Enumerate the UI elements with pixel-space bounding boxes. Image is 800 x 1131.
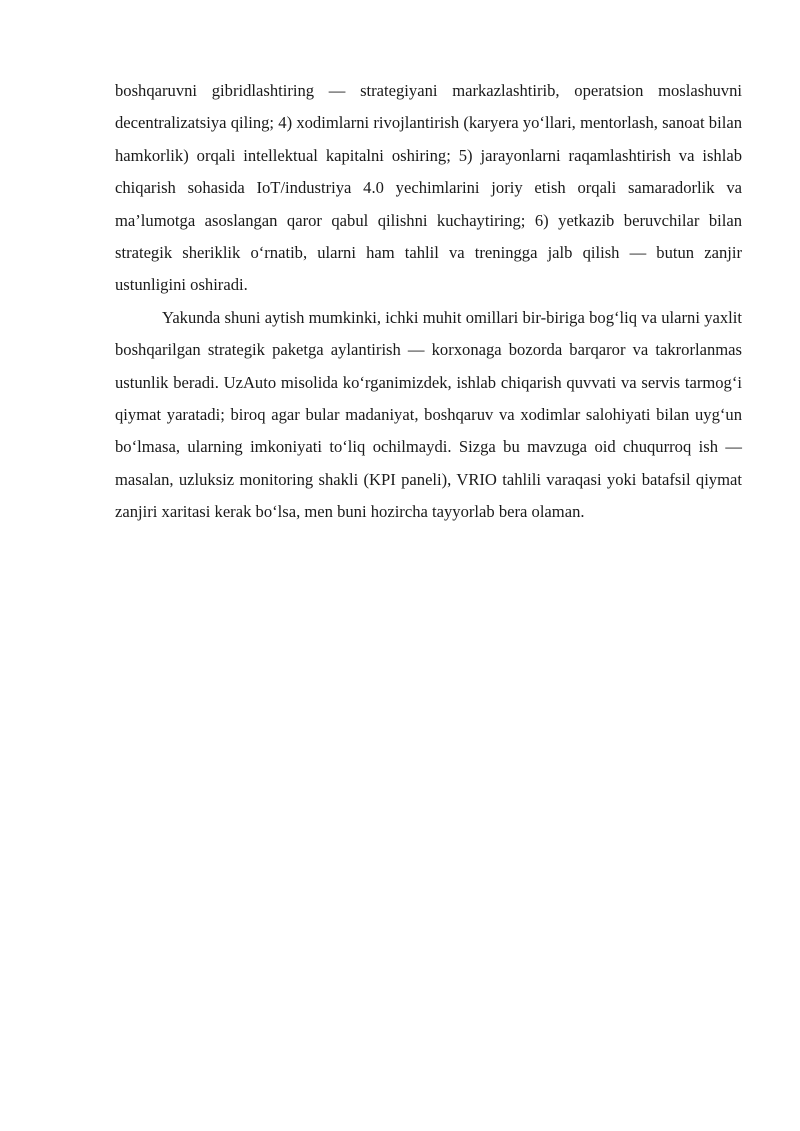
paragraph-continuation: boshqaruvni gibridlashtiring — strategiyani markazlashtirib, operatsion moslashuvni decentralizatsiya qiling; 4) xodimlarni rivojlantirish (karyera yo‘llari, mentorlash, sanoat bilan hamkorlik) orqali intellektual kapitalni oshiring; 5) jarayonlarni raqamlashtirish va ishlab chiqarish sohasida IoT/industriya 4.0 yechimlarini joriy etish orqali samaradorlik va ma’lumotga asoslangan qaror qabul qilishni kuchaytiring; 6) yetkazib beruvchilar bilan strategik sheriklik o‘rnatib, ularni ham tahlil va treningga jalb qilish — butun zanjir ustunligini oshiradi.	[115, 81, 742, 295]
paragraph-conclusion: Yakunda shuni aytish mumkinki, ichki muhit omillari bir-biriga bog‘liq va ularni yaxlit boshqarilgan strategik paketga aylantirish — korxonaga bozorda barqaror va takrorlanmas ustunlik beradi. UzAuto misolida ko‘rganimizdek, ishlab chiqarish quvvati va servis tarmog‘i qiymat yaratadi; biroq agar bular madaniyat, boshqaruv va xodimlar salohiyati bilan uyg‘un bo‘lmasa, ularning imkoniyati to‘liq ochilmaydi. Sizga bu mavzuga oid chuqurroq ish — masalan, uzluksiz monitoring shakli (KPI paneli), VRIO tahlili varaqasi yoki batafsil qiymat zanjiri xaritasi kerak bo‘lsa, men buni hozircha tayyorlab bera olaman.	[115, 307, 742, 522]
body-text	[115, 75, 742, 529]
